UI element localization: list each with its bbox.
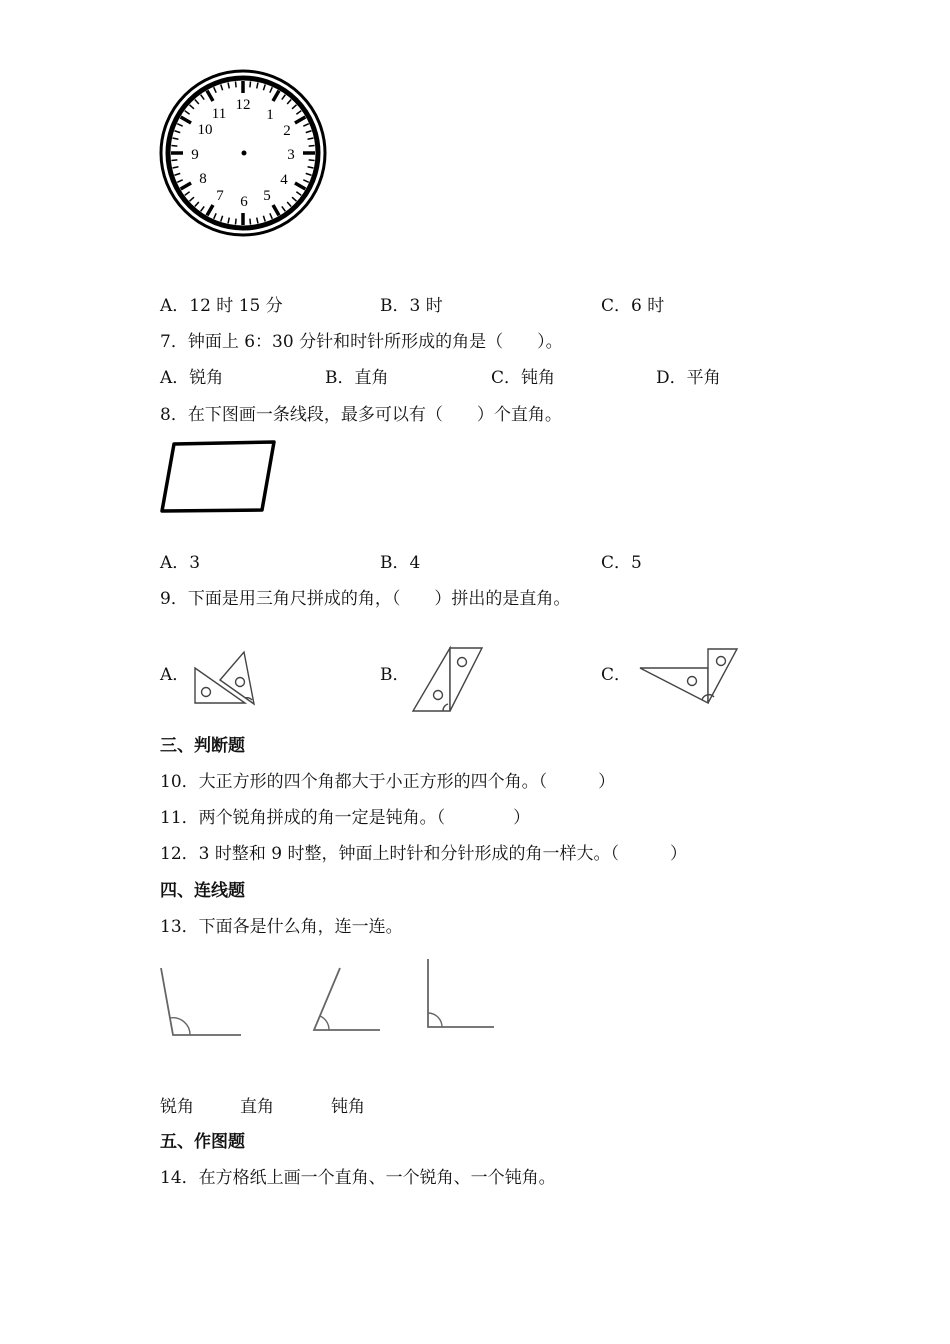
clock-minute-tick bbox=[309, 145, 315, 146]
clock-minute-tick bbox=[250, 219, 251, 225]
q9-question: 9．下面是用三角尺拼成的角，（ ）拼出的是直角。 bbox=[160, 589, 571, 609]
right-angle-figure[interactable] bbox=[422, 955, 500, 1031]
triangle-set-a[interactable] bbox=[190, 648, 260, 708]
q14-question: 14．在方格纸上画一个直角、一个锐角、一个钝角。 bbox=[160, 1168, 556, 1188]
clock-minute-tick bbox=[171, 145, 177, 146]
clock-number-4: 4 bbox=[280, 172, 288, 188]
label-acute[interactable]: 锐角 bbox=[160, 1097, 194, 1117]
clock-center-dot bbox=[242, 151, 247, 156]
clock-minute-tick bbox=[250, 81, 251, 87]
q8-question: 8．在下图画一条线段，最多可以有（ ）个直角。 bbox=[160, 405, 562, 425]
clock-number-10: 10 bbox=[197, 122, 213, 138]
q7-option-c[interactable]: C．钝角 bbox=[491, 368, 556, 388]
clock-number-8: 8 bbox=[199, 171, 207, 187]
triangle-set-b[interactable] bbox=[408, 643, 488, 713]
q12-question: 12．3 时整和 9 时整，钟面上时针和分针形成的角一样大。（ ） bbox=[160, 844, 687, 864]
label-right[interactable]: 直角 bbox=[240, 1097, 274, 1117]
clock-number-9: 9 bbox=[191, 147, 199, 163]
q7-option-a[interactable]: A．锐角 bbox=[160, 368, 224, 388]
q10-question: 10．大正方形的四个角都大于小正方形的四个角。（ ） bbox=[160, 772, 616, 792]
clock-minute-tick bbox=[235, 219, 236, 225]
clock-number-3: 3 bbox=[287, 147, 295, 163]
clock-minute-tick bbox=[171, 160, 177, 161]
clock-minute-tick bbox=[235, 81, 236, 87]
clock-number-7: 7 bbox=[216, 188, 224, 204]
q11-question: 11．两个锐角拼成的角一定是钝角。（ ） bbox=[160, 808, 531, 828]
section-4-title: 四、连线题 bbox=[160, 881, 245, 901]
q8-option-b[interactable]: B．4 bbox=[380, 553, 421, 573]
clock-number-6: 6 bbox=[240, 194, 248, 210]
q8-option-a[interactable]: A．3 bbox=[160, 553, 201, 573]
q7-option-d[interactable]: D．平角 bbox=[656, 368, 721, 388]
q6-option-a[interactable]: A．12 时 15 分 bbox=[160, 296, 283, 316]
q6-option-b[interactable]: B．3 时 bbox=[380, 296, 443, 316]
q13-question: 13．下面各是什么角，连一连。 bbox=[160, 917, 403, 937]
clock-number-11: 11 bbox=[211, 106, 227, 122]
q7-question: 7．钟面上 6：30 分针和时针所形成的角是（ ）。 bbox=[160, 332, 563, 352]
obtuse-angle-figure[interactable] bbox=[155, 962, 247, 1042]
clock-figure bbox=[158, 70, 328, 240]
label-obtuse[interactable]: 钝角 bbox=[331, 1097, 365, 1117]
q9-option-a[interactable]: A． bbox=[160, 665, 190, 685]
acute-angle-figure[interactable] bbox=[308, 962, 384, 1038]
clock-number-5: 5 bbox=[263, 188, 271, 204]
q9-option-c[interactable]: C． bbox=[601, 665, 632, 685]
clock-minute-tick bbox=[309, 160, 315, 161]
clock-number-2: 2 bbox=[283, 123, 291, 139]
parallelogram-figure bbox=[158, 438, 280, 516]
clock-number-12: 12 bbox=[235, 97, 251, 113]
q8-option-c[interactable]: C．5 bbox=[601, 553, 642, 573]
q7-option-b[interactable]: B．直角 bbox=[325, 368, 389, 388]
triangle-set-c[interactable] bbox=[636, 645, 744, 707]
clock-number-1: 1 bbox=[266, 107, 274, 123]
section-5-title: 五、作图题 bbox=[160, 1132, 245, 1152]
q9-option-b[interactable]: B． bbox=[380, 665, 410, 685]
q6-option-c[interactable]: C．6 时 bbox=[601, 296, 665, 316]
section-3-title: 三、判断题 bbox=[160, 736, 245, 756]
